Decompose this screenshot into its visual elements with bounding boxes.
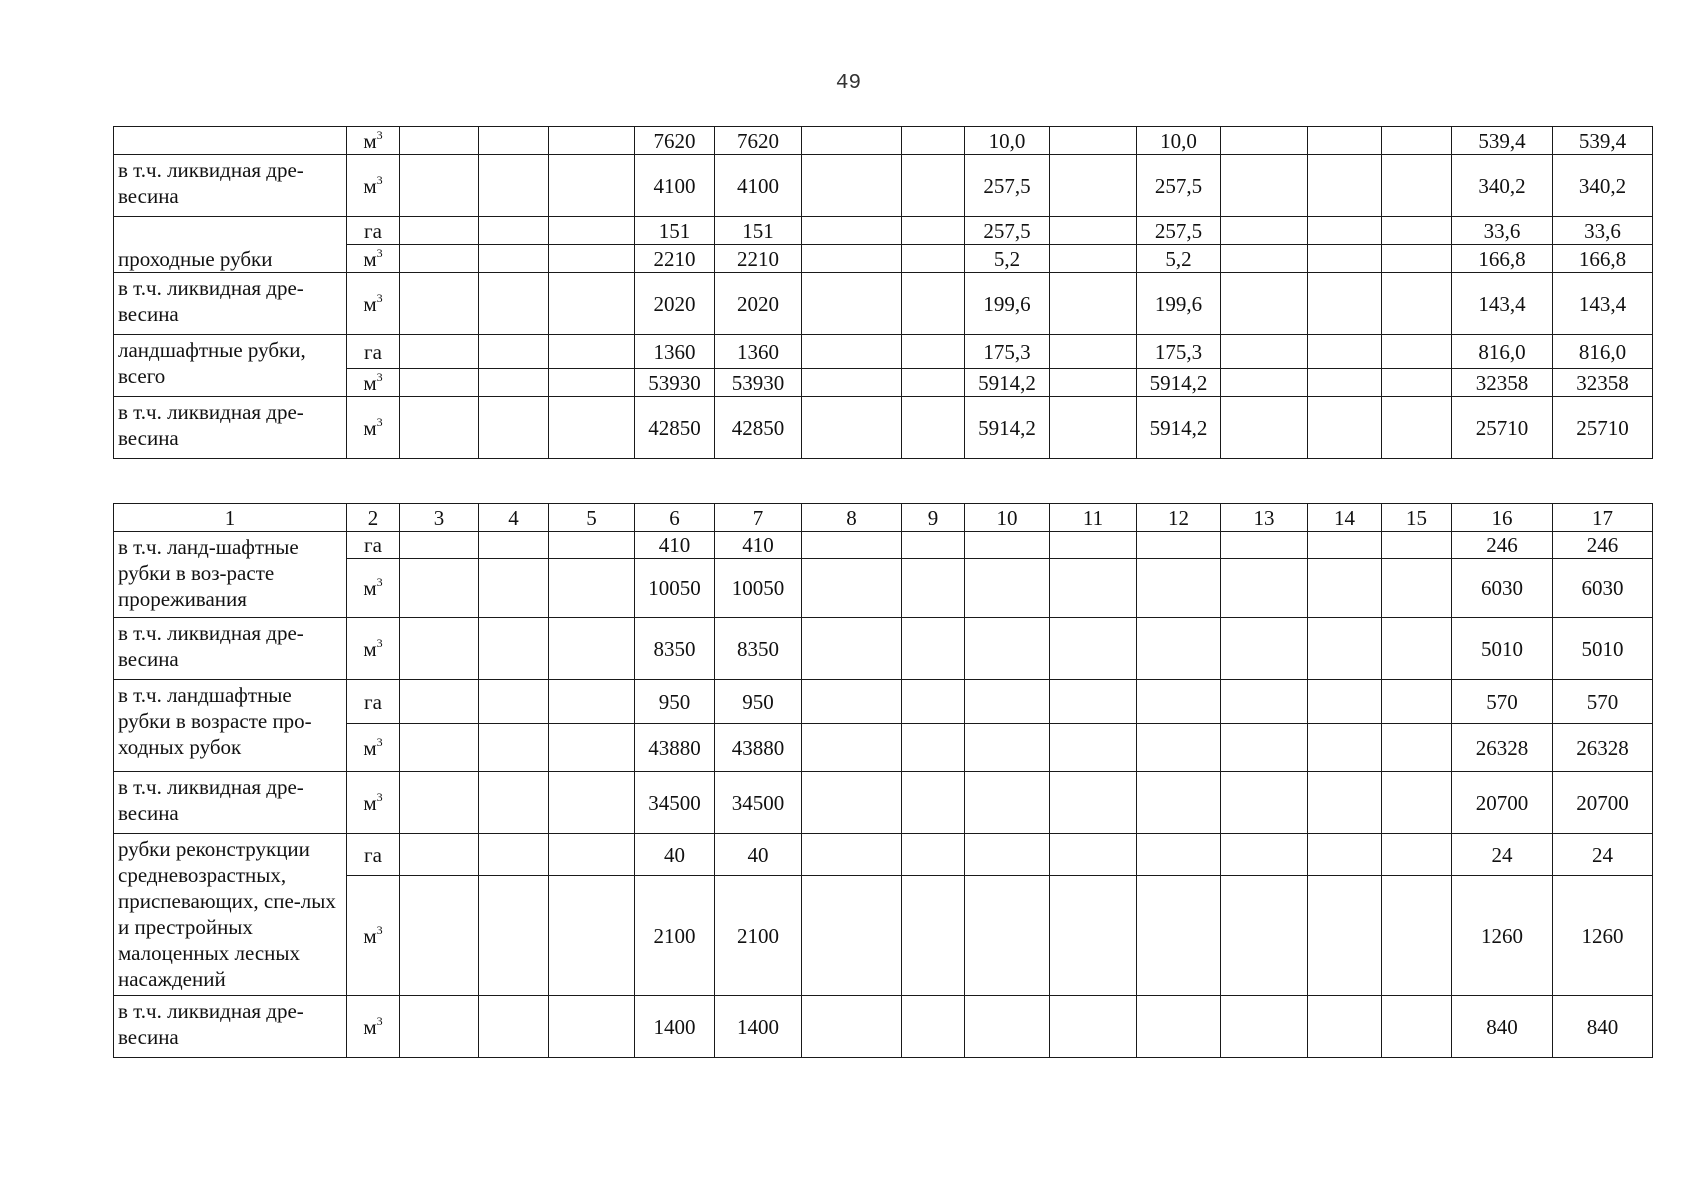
value-cell: 257,5 [1137,217,1221,245]
value-cell: 2210 [715,245,802,273]
unit-cell: $м^3$ [347,996,400,1058]
value-cell: 1260 [1553,876,1653,996]
value-cell: 33,6 [1452,217,1553,245]
value-cell: 42850 [715,397,802,459]
value-cell: 5914,2 [965,369,1050,397]
value-cell: 2210 [635,245,715,273]
row-label-cell: в т.ч. ликвидная дре-весина [114,772,347,834]
value-cell: 5,2 [1137,245,1221,273]
row-label-cell: в т.ч. ликвидная дре-весина [114,273,347,335]
unit-cell: га [347,532,400,559]
value-cell: 246 [1452,532,1553,559]
column-number-header [114,504,1653,532]
value-cell: 1400 [635,996,715,1058]
value-cell: 1260 [1452,876,1553,996]
table-row [114,680,1653,724]
value-cell: 175,3 [965,335,1050,369]
unit-cell: $м^3$ [347,273,400,335]
value-cell: 410 [715,532,802,559]
value-cell: 2020 [715,273,802,335]
value-cell: 33,6 [1553,217,1653,245]
value-cell: 410 [635,532,715,559]
table-row [114,618,1653,680]
row-label-cell: в т.ч. ликвидная дре-весина [114,618,347,680]
value-cell: 340,2 [1452,155,1553,217]
row-label-cell: в т.ч. ландшафтные рубки в возрасте про-ходных рубок [114,680,347,772]
row-label-cell [114,127,347,155]
value-cell: 257,5 [965,155,1050,217]
unit-cell: $м^3$ [347,618,400,680]
table-row [114,155,1653,217]
column-number: 11 [1050,504,1137,532]
column-number: 17 [1553,504,1653,532]
table-row [114,273,1653,335]
forest-cutting-table-continued [113,126,1653,459]
row-label-cell: в т.ч. ликвидная дре-весина [114,397,347,459]
unit-cell: $м^3$ [347,772,400,834]
value-cell: 816,0 [1452,335,1553,369]
column-number: 7 [715,504,802,532]
value-cell: 53930 [635,369,715,397]
value-cell: 950 [635,680,715,724]
value-cell: 4100 [715,155,802,217]
column-number: 13 [1221,504,1308,532]
table-row [114,532,1653,559]
value-cell: 32358 [1452,369,1553,397]
table-row [114,335,1653,369]
value-cell: 950 [715,680,802,724]
value-cell: 34500 [635,772,715,834]
unit-cell: $м^3$ [347,559,400,618]
value-cell: 20700 [1452,772,1553,834]
row-label-cell: в т.ч. ликвидная дре-весина [114,155,347,217]
value-cell: 570 [1452,680,1553,724]
value-cell: 151 [635,217,715,245]
unit-cell: га [347,834,400,876]
value-cell: 20700 [1553,772,1653,834]
unit-cell: $м^3$ [347,155,400,217]
value-cell: 5,2 [965,245,1050,273]
column-number: 16 [1452,504,1553,532]
forest-cutting-table-numbered [113,503,1653,1058]
value-cell: 26328 [1452,724,1553,772]
table-row [114,397,1653,459]
column-number: 1 [114,504,347,532]
value-cell: 143,4 [1553,273,1653,335]
value-cell: 2100 [715,876,802,996]
value-cell: 40 [635,834,715,876]
column-number: 6 [635,504,715,532]
column-number: 9 [902,504,965,532]
value-cell: 1360 [635,335,715,369]
value-cell: 43880 [635,724,715,772]
value-cell: 199,6 [965,273,1050,335]
value-cell: 5914,2 [965,397,1050,459]
value-cell: 539,4 [1553,127,1653,155]
unit-cell: $м^3$ [347,397,400,459]
value-cell: 40 [715,834,802,876]
column-number: 12 [1137,504,1221,532]
value-cell: 6030 [1452,559,1553,618]
column-number: 4 [479,504,549,532]
column-number: 14 [1308,504,1382,532]
row-label-cell: в т.ч. ликвидная дре-весина [114,996,347,1058]
value-cell: 5010 [1553,618,1653,680]
value-cell: 53930 [715,369,802,397]
page-number: 49 [835,72,862,95]
unit-cell: $м^3$ [347,245,400,273]
value-cell: 43880 [715,724,802,772]
value-cell: 199,6 [1137,273,1221,335]
value-cell: 143,4 [1452,273,1553,335]
value-cell: 166,8 [1553,245,1653,273]
value-cell: 151 [715,217,802,245]
row-label-cell: в т.ч. ланд-шафтные рубки в воз-расте прореживания [114,532,347,618]
column-number: 3 [400,504,479,532]
value-cell: 5914,2 [1137,397,1221,459]
column-number: 10 [965,504,1050,532]
value-cell: 175,3 [1137,335,1221,369]
value-cell: 10,0 [965,127,1050,155]
unit-cell: $м^3$ [347,127,400,155]
value-cell: 34500 [715,772,802,834]
table-row [114,772,1653,834]
row-label-cell: рубки реконструкции средневозрастных, приспевающих, спе-лых и престройных малоценных лесных насаждений [114,834,347,996]
table-row [114,217,1653,245]
value-cell: 340,2 [1553,155,1653,217]
table-row [114,996,1653,1058]
value-cell: 6030 [1553,559,1653,618]
value-cell: 2100 [635,876,715,996]
value-cell: 166,8 [1452,245,1553,273]
value-cell: 4100 [635,155,715,217]
unit-cell: га [347,680,400,724]
unit-cell: $м^3$ [347,724,400,772]
value-cell: 25710 [1452,397,1553,459]
unit-cell: $м^3$ [347,369,400,397]
value-cell: 539,4 [1452,127,1553,155]
value-cell: 32358 [1553,369,1653,397]
value-cell: 24 [1452,834,1553,876]
table-row [114,127,1653,155]
value-cell: 5914,2 [1137,369,1221,397]
column-number: 8 [802,504,902,532]
value-cell: 24 [1553,834,1653,876]
row-label-cell: проходные рубки [114,217,347,273]
value-cell: 816,0 [1553,335,1653,369]
value-cell: 42850 [635,397,715,459]
column-number: 15 [1382,504,1452,532]
column-number: 2 [347,504,400,532]
unit-cell: га [347,217,400,245]
value-cell: 10,0 [1137,127,1221,155]
value-cell: 257,5 [1137,155,1221,217]
value-cell: 5010 [1452,618,1553,680]
value-cell: 840 [1553,996,1653,1058]
value-cell: 570 [1553,680,1653,724]
value-cell: 7620 [715,127,802,155]
unit-cell: га [347,335,400,369]
value-cell: 7620 [635,127,715,155]
value-cell: 246 [1553,532,1653,559]
value-cell: 10050 [635,559,715,618]
value-cell: 26328 [1553,724,1653,772]
value-cell: 840 [1452,996,1553,1058]
unit-cell: $м^3$ [347,876,400,996]
value-cell: 25710 [1553,397,1653,459]
value-cell: 257,5 [965,217,1050,245]
row-label-cell: ландшафтные рубки, всего [114,335,347,397]
value-cell: 8350 [635,618,715,680]
value-cell: 8350 [715,618,802,680]
value-cell: 10050 [715,559,802,618]
value-cell: 2020 [635,273,715,335]
column-number: 5 [549,504,635,532]
value-cell: 1400 [715,996,802,1058]
table-row [114,834,1653,876]
value-cell: 1360 [715,335,802,369]
